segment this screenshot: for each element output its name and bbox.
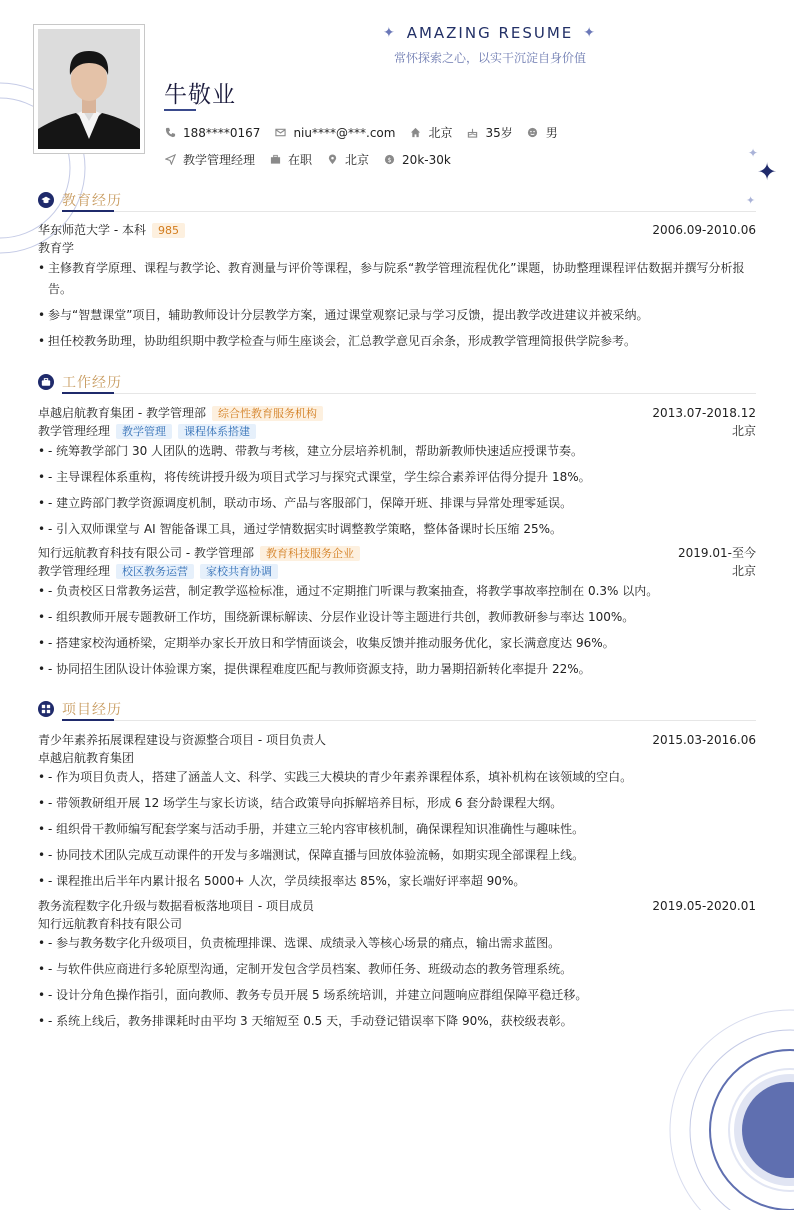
job-bullet: • - 引入双师课堂与 AI 智能备课工具，通过学情数据实时调整教学策略，整体备课时长压缩 25%。 <box>38 519 756 540</box>
skill-tag: 课程体系搭建 <box>178 424 256 439</box>
age-item <box>466 124 512 141</box>
star-icon: ✦ <box>583 25 598 41</box>
candidate-name: 牛敬业 <box>164 82 236 108</box>
education-bullet: • 参与“智慧课堂”项目，辅助教师设计分层教学方案，通过课堂观察记录与学习反馈，提出教学改进建议并被采纳。 <box>38 305 756 326</box>
sparkle-icon: ✦ <box>748 146 759 160</box>
suitcase-icon <box>38 374 54 390</box>
skill-tag: 校区教务运营 <box>116 564 194 579</box>
project-section-title: 项目经历 <box>62 702 122 718</box>
city-text: 北京 <box>428 126 453 140</box>
phone-icon <box>164 127 176 139</box>
section-accent-line <box>62 210 114 212</box>
job-bullet: • - 统筹教学部门 30 人团队的选聘、带教与考核，建立分层培养机制，帮助新教师快速适应授课节奏。 <box>38 441 756 462</box>
project-org: 卓越启航教育集团 <box>38 751 135 765</box>
section-accent-line <box>62 392 114 394</box>
grid-icon <box>38 701 54 717</box>
target-role-item <box>164 151 255 168</box>
job-city: 北京 <box>731 564 756 578</box>
briefcase-icon <box>269 154 281 166</box>
education-section-title: 教育经历 <box>62 193 122 209</box>
job-role: 教学管理经理 <box>38 424 111 438</box>
project-name: 教务流程数字化升级与数据看板落地项目 - 项目成员 <box>38 899 314 913</box>
graduation-icon <box>38 192 54 208</box>
section-divider <box>62 211 756 212</box>
job-bullet: • - 协同招生团队设计体验课方案，提供课程难度匹配与教师资源支持，助力暑期招新转化率提升 22%。 <box>38 659 756 680</box>
send-icon <box>164 154 176 166</box>
job-bullet: • - 负责校区日常教务运营，制定教学巡检标准，通过不定期推门听课与教案抽查，将教学事故率控制在 0.3% 以内。 <box>38 581 756 602</box>
star-icon: ✦ <box>382 25 397 41</box>
job-role-row <box>38 563 756 579</box>
target-role-text: 教学管理经理 <box>183 153 256 167</box>
location-icon <box>326 154 338 166</box>
project-date: 2019.05-2020.01 <box>652 899 756 913</box>
phone-text: 188****0167 <box>183 125 261 140</box>
header-banner <box>340 24 640 66</box>
money-icon <box>383 154 395 166</box>
phone-item <box>164 126 260 140</box>
project-bullet: • - 课程推出后半年内累计报名 5000+ 人次，学员续报率达 85%，家长端好评率超 90%。 <box>38 871 756 892</box>
project-entry-header <box>38 898 756 914</box>
skill-tag: 家校共育协调 <box>200 564 278 579</box>
school-tag: 985 <box>152 223 185 238</box>
banner-subtitle: 常怀探索之心，以实干沉淀自身价值 <box>393 51 586 65</box>
city-item <box>409 124 452 141</box>
section-divider <box>62 720 756 721</box>
gender-item <box>527 124 558 141</box>
salary-item <box>383 153 451 167</box>
job-entry-header <box>38 405 756 421</box>
email-item <box>274 126 395 140</box>
project-bullet: • - 参与教务数字化升级项目，负责梳理排课、选课、成绩录入等核心场景的痛点，输出需求蓝图。 <box>38 933 756 954</box>
job-date: 2019.01-至今 <box>678 546 756 560</box>
home-icon <box>409 127 421 139</box>
target-city-item <box>326 151 369 168</box>
cake-icon <box>466 127 478 139</box>
project-section-header <box>38 699 756 721</box>
email-text: niu****@***.com <box>293 125 396 140</box>
contact-row <box>164 124 572 141</box>
project-bullet: • - 作为项目负责人，搭建了涵盖人文、科学、实践三大模块的青少年素养课程体系，填补机构在该领域的空白。 <box>38 767 756 788</box>
salary-text: 20k-30k <box>402 152 451 167</box>
project-org: 知行远航教育科技有限公司 <box>38 917 183 931</box>
target-city-text: 北京 <box>345 153 370 167</box>
gender-icon <box>527 127 539 139</box>
profile-photo-frame <box>33 24 145 154</box>
project-name: 青少年素养拓展课程建设与资源整合项目 - 项目负责人 <box>38 733 326 747</box>
job-bullet: • - 建立跨部门教学资源调度机制，联动市场、产品与客服部门，保障开班、排课与异常处理零延误。 <box>38 493 756 514</box>
school-name: 华东师范大学 - 本科 <box>38 223 146 237</box>
education-section-header <box>38 190 756 212</box>
sparkle-icon: ✦ <box>757 158 778 186</box>
project-date: 2015.03-2016.06 <box>652 733 756 747</box>
education-major: 教育学 <box>38 241 75 255</box>
project-bullet: • - 系统上线后，教务排课耗时由平均 3 天缩短至 0.5 天，手动登记错误率下降 90%，获校级表彰。 <box>38 1011 756 1032</box>
job-bullet: • - 组织教师开展专题教研工作坊，围绕新课标解读、分层作业设计等主题进行共创，教师教研参与率达 100%。 <box>38 607 756 628</box>
sparkle-icon: ✦ <box>746 194 756 207</box>
education-bullet: • 担任校教务助理，协助组织期中教学检查与师生座谈会，汇总教学意见百余条，形成教学管理简报供学院参考。 <box>38 331 756 352</box>
mail-icon <box>274 127 286 139</box>
banner-title: AMAZING RESUME <box>406 24 574 42</box>
company-name: 知行远航教育科技有限公司 - 教学管理部 <box>38 546 254 560</box>
job-bullet: • - 搭建家校沟通桥梁，定期举办家长开放日和学情面谈会，收集反馈并推动服务优化，家长满意度达 96%。 <box>38 633 756 654</box>
project-entry-header <box>38 732 756 748</box>
project-bullet: • - 协同技术团队完成互动课件的开发与多端测试，保障直播与回放体验流畅，如期实现全部课程上线。 <box>38 845 756 866</box>
name-underline <box>164 109 196 111</box>
company-name: 卓越启航教育集团 - 教学管理部 <box>38 406 206 420</box>
section-divider <box>62 393 756 394</box>
project-bullet: • - 设计分角色操作指引，面向教师、教务专员开展 5 场系统培训，并建立问题响应群组保障平稳迁移。 <box>38 985 756 1006</box>
job-city: 北京 <box>731 424 756 438</box>
project-bullet: • - 带领教研组开展 12 场学生与家长访谈，结合政策导向拆解培养目标，形成 6 套分龄课程大纲。 <box>38 793 756 814</box>
gender-text: 男 <box>545 126 558 140</box>
profile-photo <box>38 29 140 149</box>
status-text: 在职 <box>288 153 313 167</box>
job-date: 2013.07-2018.12 <box>652 406 756 420</box>
project-bullet: • - 组织骨干教师编写配套学案与活动手册，并建立三轮内容审核机制，确保课程知识准确性与趣味性。 <box>38 819 756 840</box>
education-bullet: • 主修教育学原理、课程与教学论、教育测量与评价等课程，参与院系“教学管理流程优化”课题，协助整理课程评估数据并撰写分析报告。 <box>38 258 756 300</box>
job-bullet: • - 主导课程体系重构，将传统讲授升级为项目式学习与探究式课堂，学生综合素养评估得分提升 18%。 <box>38 467 756 488</box>
company-tag: 综合性教育服务机构 <box>212 406 323 421</box>
education-date: 2006.09-2010.06 <box>652 223 756 237</box>
age-text: 35岁 <box>485 126 513 140</box>
status-item <box>269 151 312 168</box>
job-role-row <box>38 423 756 439</box>
education-entry-header <box>38 222 756 238</box>
job-role: 教学管理经理 <box>38 564 111 578</box>
job-intent-row <box>164 151 465 168</box>
job-entry-header <box>38 545 756 561</box>
company-tag: 教育科技服务企业 <box>260 546 360 561</box>
skill-tag: 教学管理 <box>116 424 172 439</box>
work-section-title: 工作经历 <box>62 375 122 391</box>
project-bullet: • - 与软件供应商进行多轮原型沟通，定制开发包含学员档案、教师任务、班级动态的教务管理系统。 <box>38 959 756 980</box>
work-section-header <box>38 372 756 394</box>
svg-text:$: $ <box>387 155 392 164</box>
section-accent-line <box>62 719 114 721</box>
